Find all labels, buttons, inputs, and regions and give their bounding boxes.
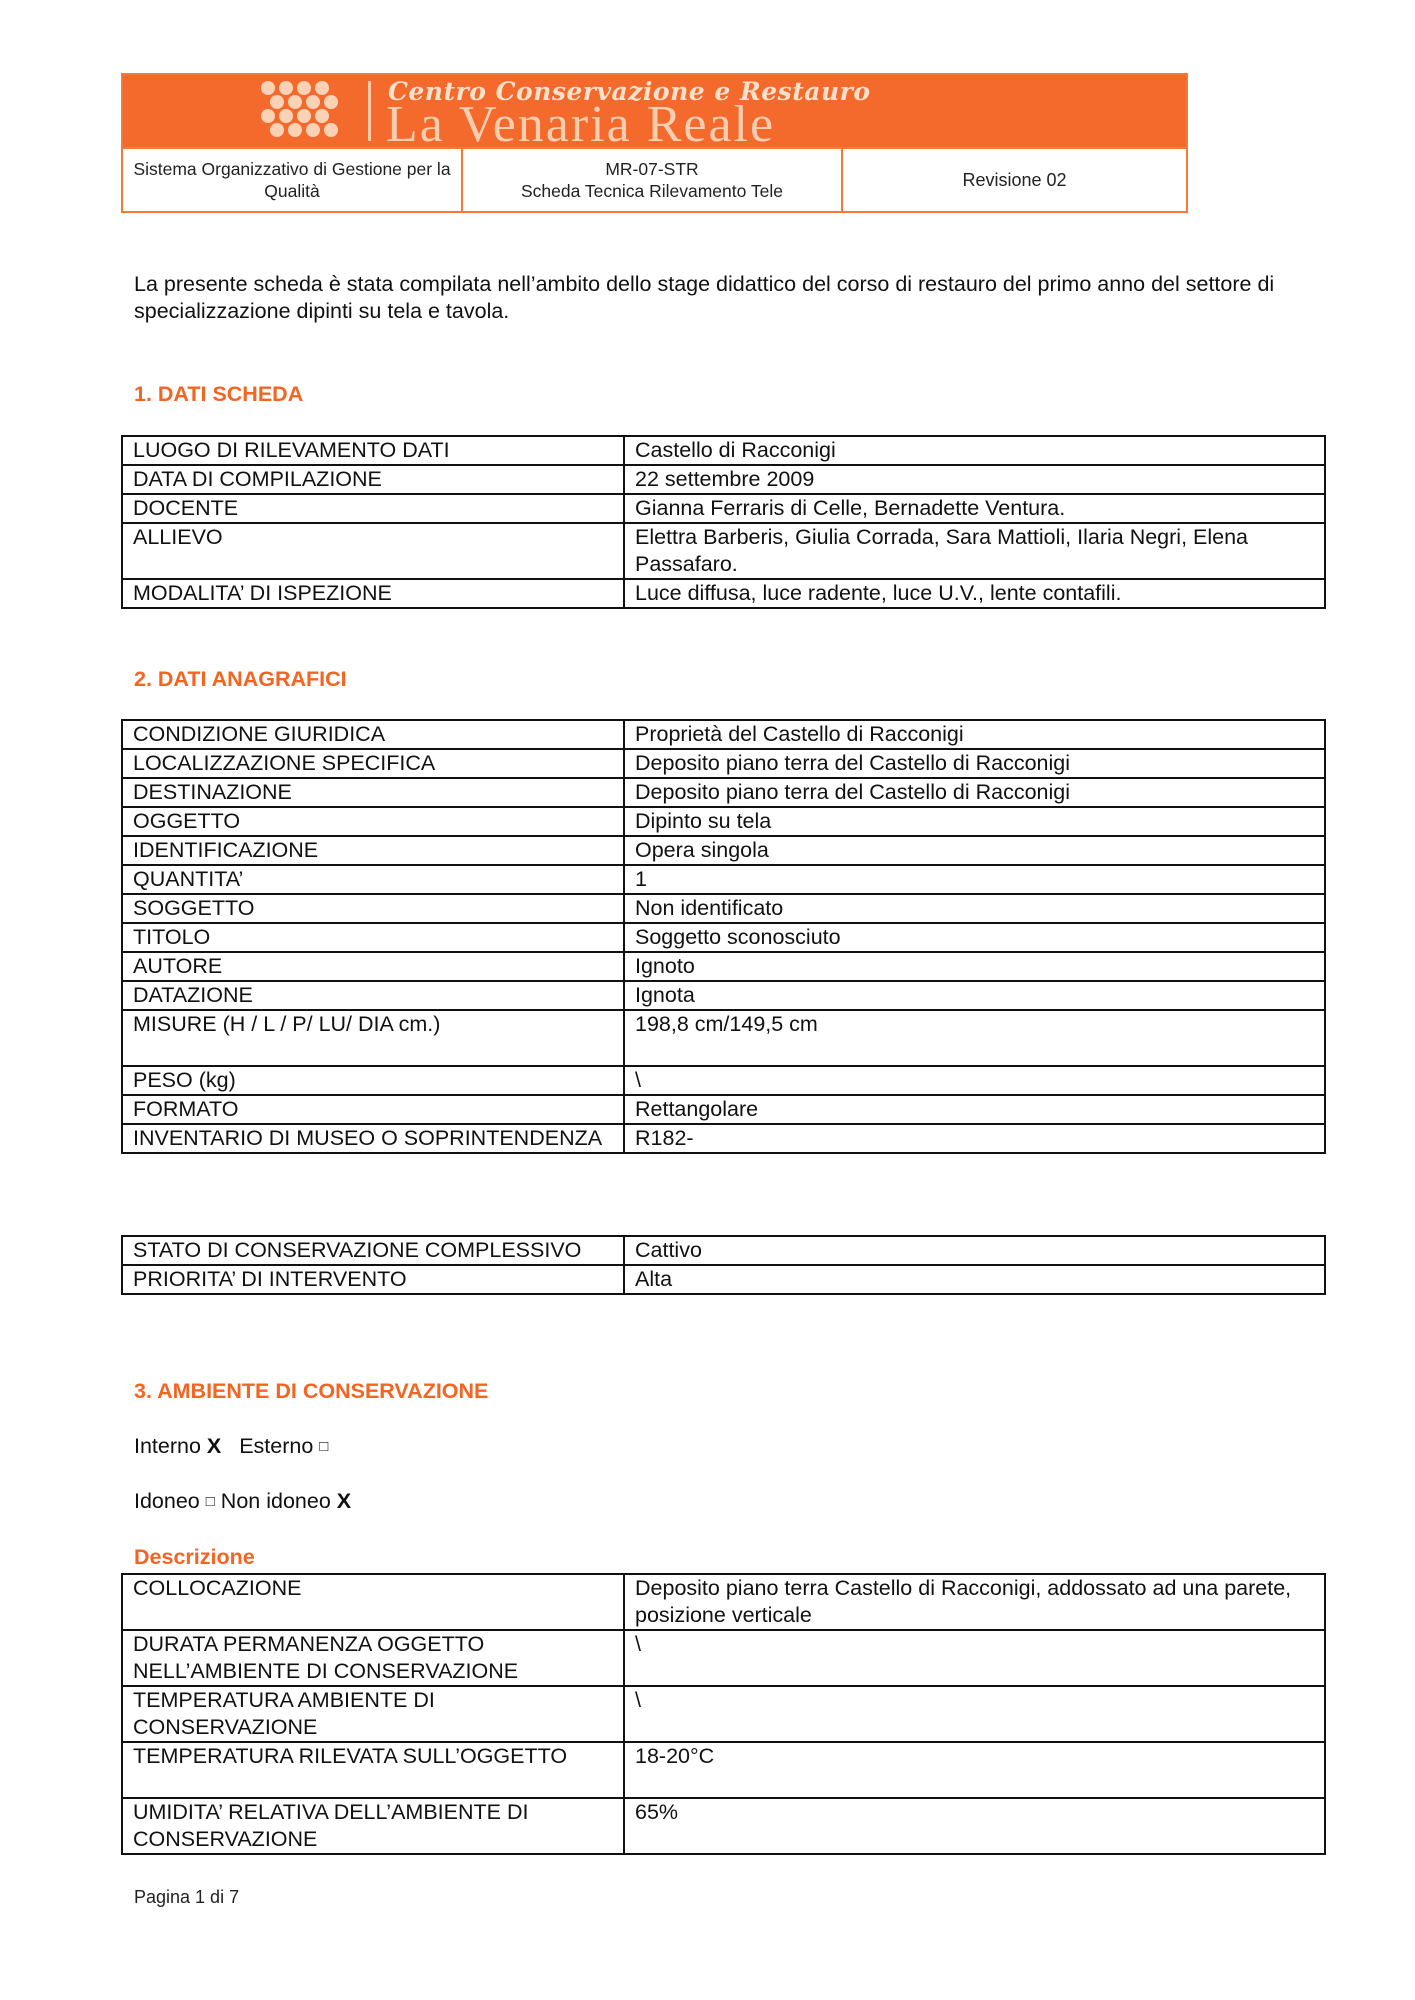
table-row (122, 436, 1325, 465)
row-label: DURATA PERMANENZA OGGETTO NELL’AMBIENTE DI CONSERVAZIONE (122, 1630, 624, 1686)
row-label: OGGETTO (122, 807, 624, 836)
table-row (122, 1742, 1325, 1798)
row-label: MISURE (H / L / P/ LU/ DIA cm.) (122, 1010, 624, 1066)
org-name-line1: Centro Conservazione e Restauro (388, 77, 871, 106)
row-value: Ignota (624, 981, 1325, 1010)
row-label: PRIORITA’ DI INTERVENTO (122, 1265, 624, 1294)
row-label: TEMPERATURA RILEVATA SULL’OGGETTO (122, 1742, 624, 1798)
idoneo-options (134, 1489, 351, 1514)
row-label: COLLOCAZIONE (122, 1574, 624, 1630)
row-label: ALLIEVO (122, 523, 624, 579)
table-row (122, 1124, 1325, 1153)
org-name-line2: La Venaria Reale (386, 96, 776, 147)
form-code: MR-07-STR (605, 159, 699, 179)
row-value: 18-20°C (624, 1742, 1325, 1798)
table-row (122, 836, 1325, 865)
row-value: Rettangolare (624, 1095, 1325, 1124)
row-value: \ (624, 1686, 1325, 1742)
non-idoneo-label: Non idoneo (220, 1489, 331, 1513)
table-row (122, 1095, 1325, 1124)
row-value: 1 (624, 865, 1325, 894)
idoneo-checkbox: □ (205, 1493, 215, 1510)
table-row (122, 494, 1325, 523)
row-value: Non identificato (624, 894, 1325, 923)
row-value: Gianna Ferraris di Celle, Bernadette Ventura. (624, 494, 1325, 523)
row-value: \ (624, 1066, 1325, 1095)
table-row (122, 1236, 1325, 1265)
row-value: Dipinto su tela (624, 807, 1325, 836)
row-value: Deposito piano terra del Castello di Racconigi (624, 778, 1325, 807)
row-label: DESTINAZIONE (122, 778, 624, 807)
row-label: LOCALIZZAZIONE SPECIFICA (122, 749, 624, 778)
row-label: AUTORE (122, 952, 624, 981)
section-heading-dati-anagrafici: 2. DATI ANAGRAFICI (134, 667, 347, 691)
row-value: R182- (624, 1124, 1325, 1153)
row-label: LUOGO DI RILEVAMENTO DATI (122, 436, 624, 465)
stato-conservazione-table (121, 1235, 1326, 1295)
row-value: Soggetto sconosciuto (624, 923, 1325, 952)
form-title: Scheda Tecnica Rilevamento Tele (520, 181, 783, 201)
row-value: 65% (624, 1798, 1325, 1854)
row-value: Opera singola (624, 836, 1325, 865)
row-value: Luce diffusa, luce radente, luce U.V., lente contafili. (624, 579, 1325, 608)
row-label: SOGGETTO (122, 894, 624, 923)
esterno-label: Esterno (239, 1434, 314, 1458)
row-label: CONDIZIONE GIURIDICA (122, 720, 624, 749)
row-label: QUANTITA’ (122, 865, 624, 894)
table-row (122, 523, 1325, 579)
interno-label: Interno (134, 1434, 201, 1458)
table-row (122, 807, 1325, 836)
interno-esterno-options (134, 1434, 328, 1459)
table-row (122, 749, 1325, 778)
table-row (122, 923, 1325, 952)
table-row (122, 778, 1325, 807)
row-value: Cattivo (624, 1236, 1325, 1265)
section-heading-ambiente: 3. AMBIENTE DI CONSERVAZIONE (134, 1379, 489, 1403)
interno-checkmark: X (206, 1434, 222, 1458)
page-number: Pagina 1 di 7 (134, 1887, 240, 1907)
idoneo-label: Idoneo (134, 1489, 200, 1513)
header-info-row (123, 147, 1186, 211)
row-value: Proprietà del Castello di Racconigi (624, 720, 1325, 749)
row-label: DOCENTE (122, 494, 624, 523)
row-value: \ (624, 1630, 1325, 1686)
table-row (122, 1630, 1325, 1686)
row-label: PESO (kg) (122, 1066, 624, 1095)
header-banner (123, 75, 1186, 147)
esterno-checkbox: □ (319, 1438, 329, 1455)
row-label: INVENTARIO DI MUSEO O SOPRINTENDENZA (122, 1124, 624, 1153)
table-row (122, 952, 1325, 981)
row-label: DATA DI COMPILAZIONE (122, 465, 624, 494)
row-label: STATO DI CONSERVAZIONE COMPLESSIVO (122, 1236, 624, 1265)
row-value: Elettra Barberis, Giulia Corrada, Sara Mattioli, Ilaria Negri, Elena Passafaro. (624, 523, 1325, 579)
table-row (122, 1798, 1325, 1854)
non-idoneo-checkmark: X (336, 1489, 352, 1513)
row-value: Deposito piano terra del Castello di Racconigi (624, 749, 1325, 778)
table-row (122, 579, 1325, 608)
row-value: Ignoto (624, 952, 1325, 981)
dati-scheda-table (121, 435, 1326, 609)
table-row (122, 865, 1325, 894)
header-divider (368, 81, 371, 141)
descrizione-heading: Descrizione (134, 1545, 255, 1569)
row-label: FORMATO (122, 1095, 624, 1124)
row-value: Deposito piano terra Castello di Racconigi, addossato ad una parete, posizione verticale (624, 1574, 1325, 1630)
table-row (122, 894, 1325, 923)
row-value: 198,8 cm/149,5 cm (624, 1010, 1325, 1066)
document-header (121, 73, 1188, 213)
table-row (122, 1574, 1325, 1630)
header-system-cell: Sistema Organizzativo di Gestione per la Qualità (123, 149, 463, 211)
section-heading-dati-scheda: 1. DATI SCHEDA (134, 382, 304, 406)
row-value: Castello di Racconigi (624, 436, 1325, 465)
header-revision-cell: Revisione 02 (962, 170, 1067, 190)
table-row (122, 1265, 1325, 1294)
dati-anagrafici-table (121, 719, 1326, 1154)
row-value: 22 settembre 2009 (624, 465, 1325, 494)
header-form-cell (463, 149, 843, 211)
table-row (122, 981, 1325, 1010)
row-label: IDENTIFICAZIONE (122, 836, 624, 865)
row-label: TITOLO (122, 923, 624, 952)
intro-paragraph: La presente scheda è stata compilata nell’ambito dello stage didattico del corso di restauro del primo anno del settore di specializzazione dipinti su tela e tavola. (134, 272, 1275, 323)
table-row (122, 720, 1325, 749)
table-row (122, 465, 1325, 494)
row-label: UMIDITA’ RELATIVA DELL’AMBIENTE DI CONSERVAZIONE (122, 1798, 624, 1854)
row-label: MODALITA’ DI ISPEZIONE (122, 579, 624, 608)
row-label: DATAZIONE (122, 981, 624, 1010)
row-value: Alta (624, 1265, 1325, 1294)
table-row (122, 1066, 1325, 1095)
table-row (122, 1010, 1325, 1066)
row-label: TEMPERATURA AMBIENTE DI CONSERVAZIONE (122, 1686, 624, 1742)
venaria-logo-icon (256, 78, 342, 144)
table-row (122, 1686, 1325, 1742)
descrizione-table (121, 1573, 1326, 1855)
